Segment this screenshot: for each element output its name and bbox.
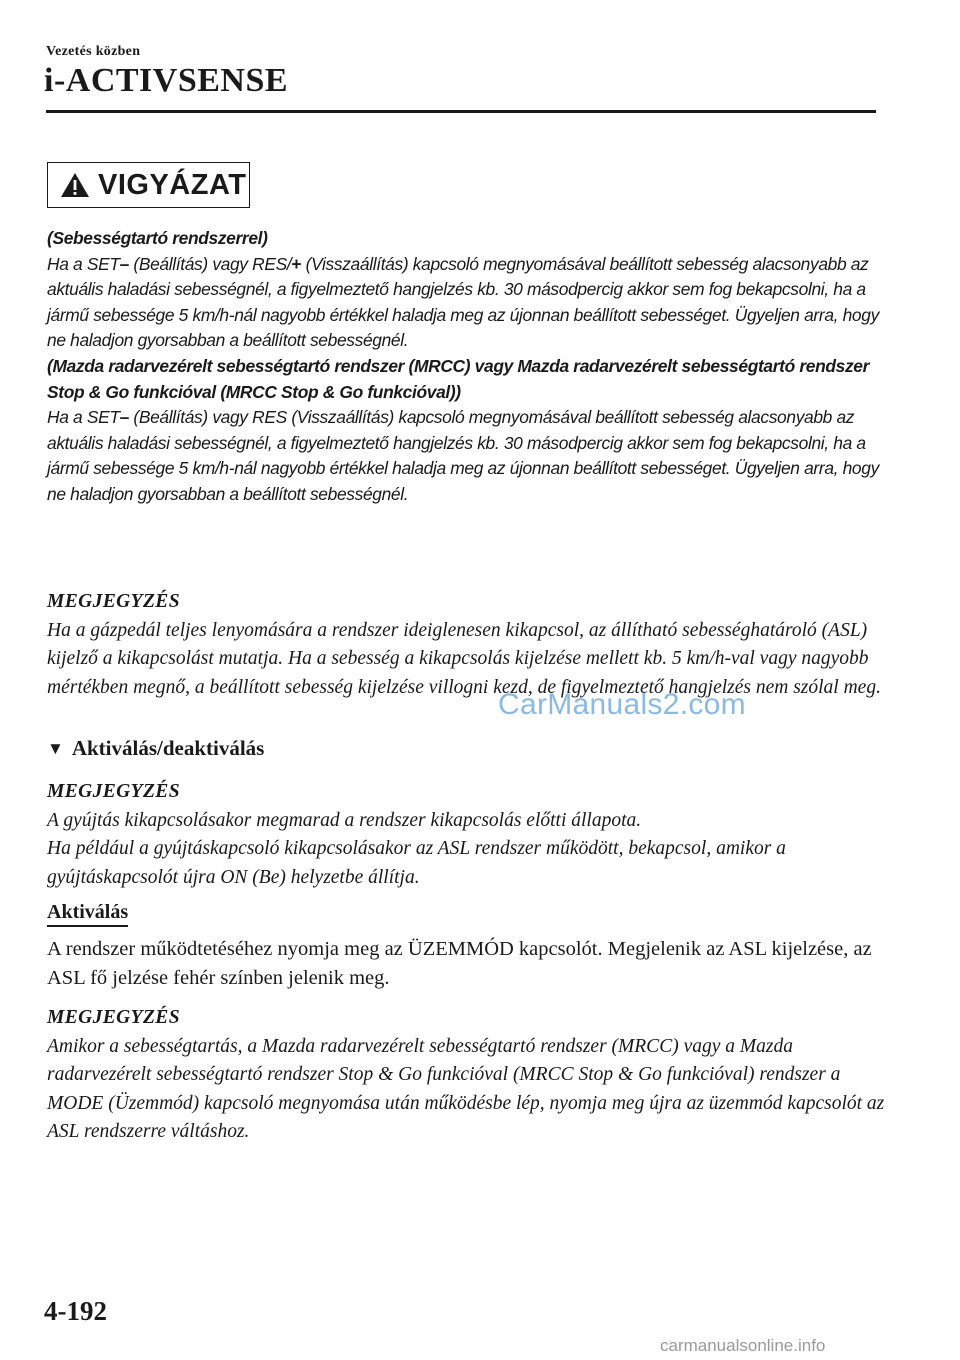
note-text: Ha a gázpedál teljes lenyomására a rendszer ideiglenesen kikapcsol, az állítható sebességhatároló (ASL) kijelző a kikapcsolást mutatja. Ha a sebesség a kikapcsolás kijelzése mellett kb. 5 km/h-val vagy nagyobb mértékben megnő, a beállított sebesség kijelzése villogni kezd, de figyelmeztető hangjelzés nem szólal meg. [47,619,881,698]
header-divider [46,110,876,113]
note-text: Amikor a sebességtartás, a Mazda radarvezérelt sebességtartó rendszer (MRCC) vagy a Mazda radarvezérelt sebességtartó rendszer Stop & Go funkcióval (MRCC Stop & Go funkcióval) rendszer a MODE (Üzemmód) kapcsoló megnyomása után működésbe lép, nyomja meg újra az üzemmód kapcsolót az ASL rendszerre váltáshoz. [47,1035,885,1142]
caution-body [47,226,887,508]
note-text: Ha például a gyújtáskapcsoló kikapcsolásakor az ASL rendszer működött, bekapcsol, amikor a gyújtáskapcsolót újra ON (Be) helyzetbe állítja. [47,838,786,888]
caution-heading-cruise: (Sebességtartó rendszerrel) [47,228,268,248]
section-breadcrumb: Vezetés közben [46,44,141,59]
page-title: i-ACTIVSENSE [44,62,289,99]
caution-label: VIGYÁZAT [98,168,247,201]
note-ignition [47,778,887,892]
caution-heading-mrcc: (Mazda radarvezérelt sebességtartó rendszer (MRCC) vagy Mazda radarvezérelt sebességtartó rendszer Stop & Go funkcióval (MRCC Stop & Go funkcióval)) [47,355,870,402]
note-accelerator [47,588,887,702]
footer-watermark: carmanualsonline.info [660,1336,826,1355]
note-heading: MEGJEGYZÉS [47,591,180,612]
note-heading: MEGJEGYZÉS [47,1007,180,1028]
minus-icon: – [119,407,129,428]
caution-paragraph-mrcc: Ha a SET– (Beállítás) vagy RES (Visszaállítás) kapcsoló megnyomásával beállított sebesség alacsonyabb az aktuális haladási sebességnél, a figyelmeztető hangjelzés kb. 30 másodpercig akkor sem fog bekapcsolni, ha a jármű sebessége 5 km/h-nál nagyobb értékkel haladja meg az újonnan beállított sebességet. Ügyeljen arra, hogy ne haladjon gyorsabban a beállított sebességnél. [47,407,879,504]
subsection-heading: Aktiválás [47,900,128,927]
minus-icon: – [119,253,129,274]
page-number: 4-192 [44,1296,107,1326]
plus-icon: + [291,253,302,274]
caution-paragraph-cruise: Ha a SET– (Beállítás) vagy RES/+ (Visszaállítás) kapcsoló megnyomásával beállított sebesség alacsonyabb az aktuális haladási sebességnél, a figyelmeztető hangjelzés kb. 30 másodpercig akkor sem fog bekapcsolni, ha a jármű sebessége 5 km/h-nál nagyobb értékkel haladja meg az újonnan beállított sebességet. Ügyeljen arra, hogy ne haladjon gyorsabban a beállított sebességnél. [47,253,879,351]
triangle-down-icon: ▼ [47,738,64,758]
note-mode-switch [47,1004,887,1147]
watermark: CarManuals2.com [498,688,746,721]
note-heading: MEGJEGYZÉS [47,781,180,802]
section-heading [47,736,264,761]
activation-text: A rendszer működtetéséhez nyomja meg az ÜZEMMÓD kapcsolót. Megjelenik az ASL kijelzése, az ASL fő jelzése fehér színben jelenik meg. [47,938,872,989]
caution-label-box [47,162,250,208]
warning-triangle-icon [60,172,90,198]
note-text: A gyújtás kikapcsolásakor megmarad a rendszer kikapcsolás előtti állapota. [47,809,642,831]
section-title: Aktiválás/deaktiválás [71,736,265,760]
